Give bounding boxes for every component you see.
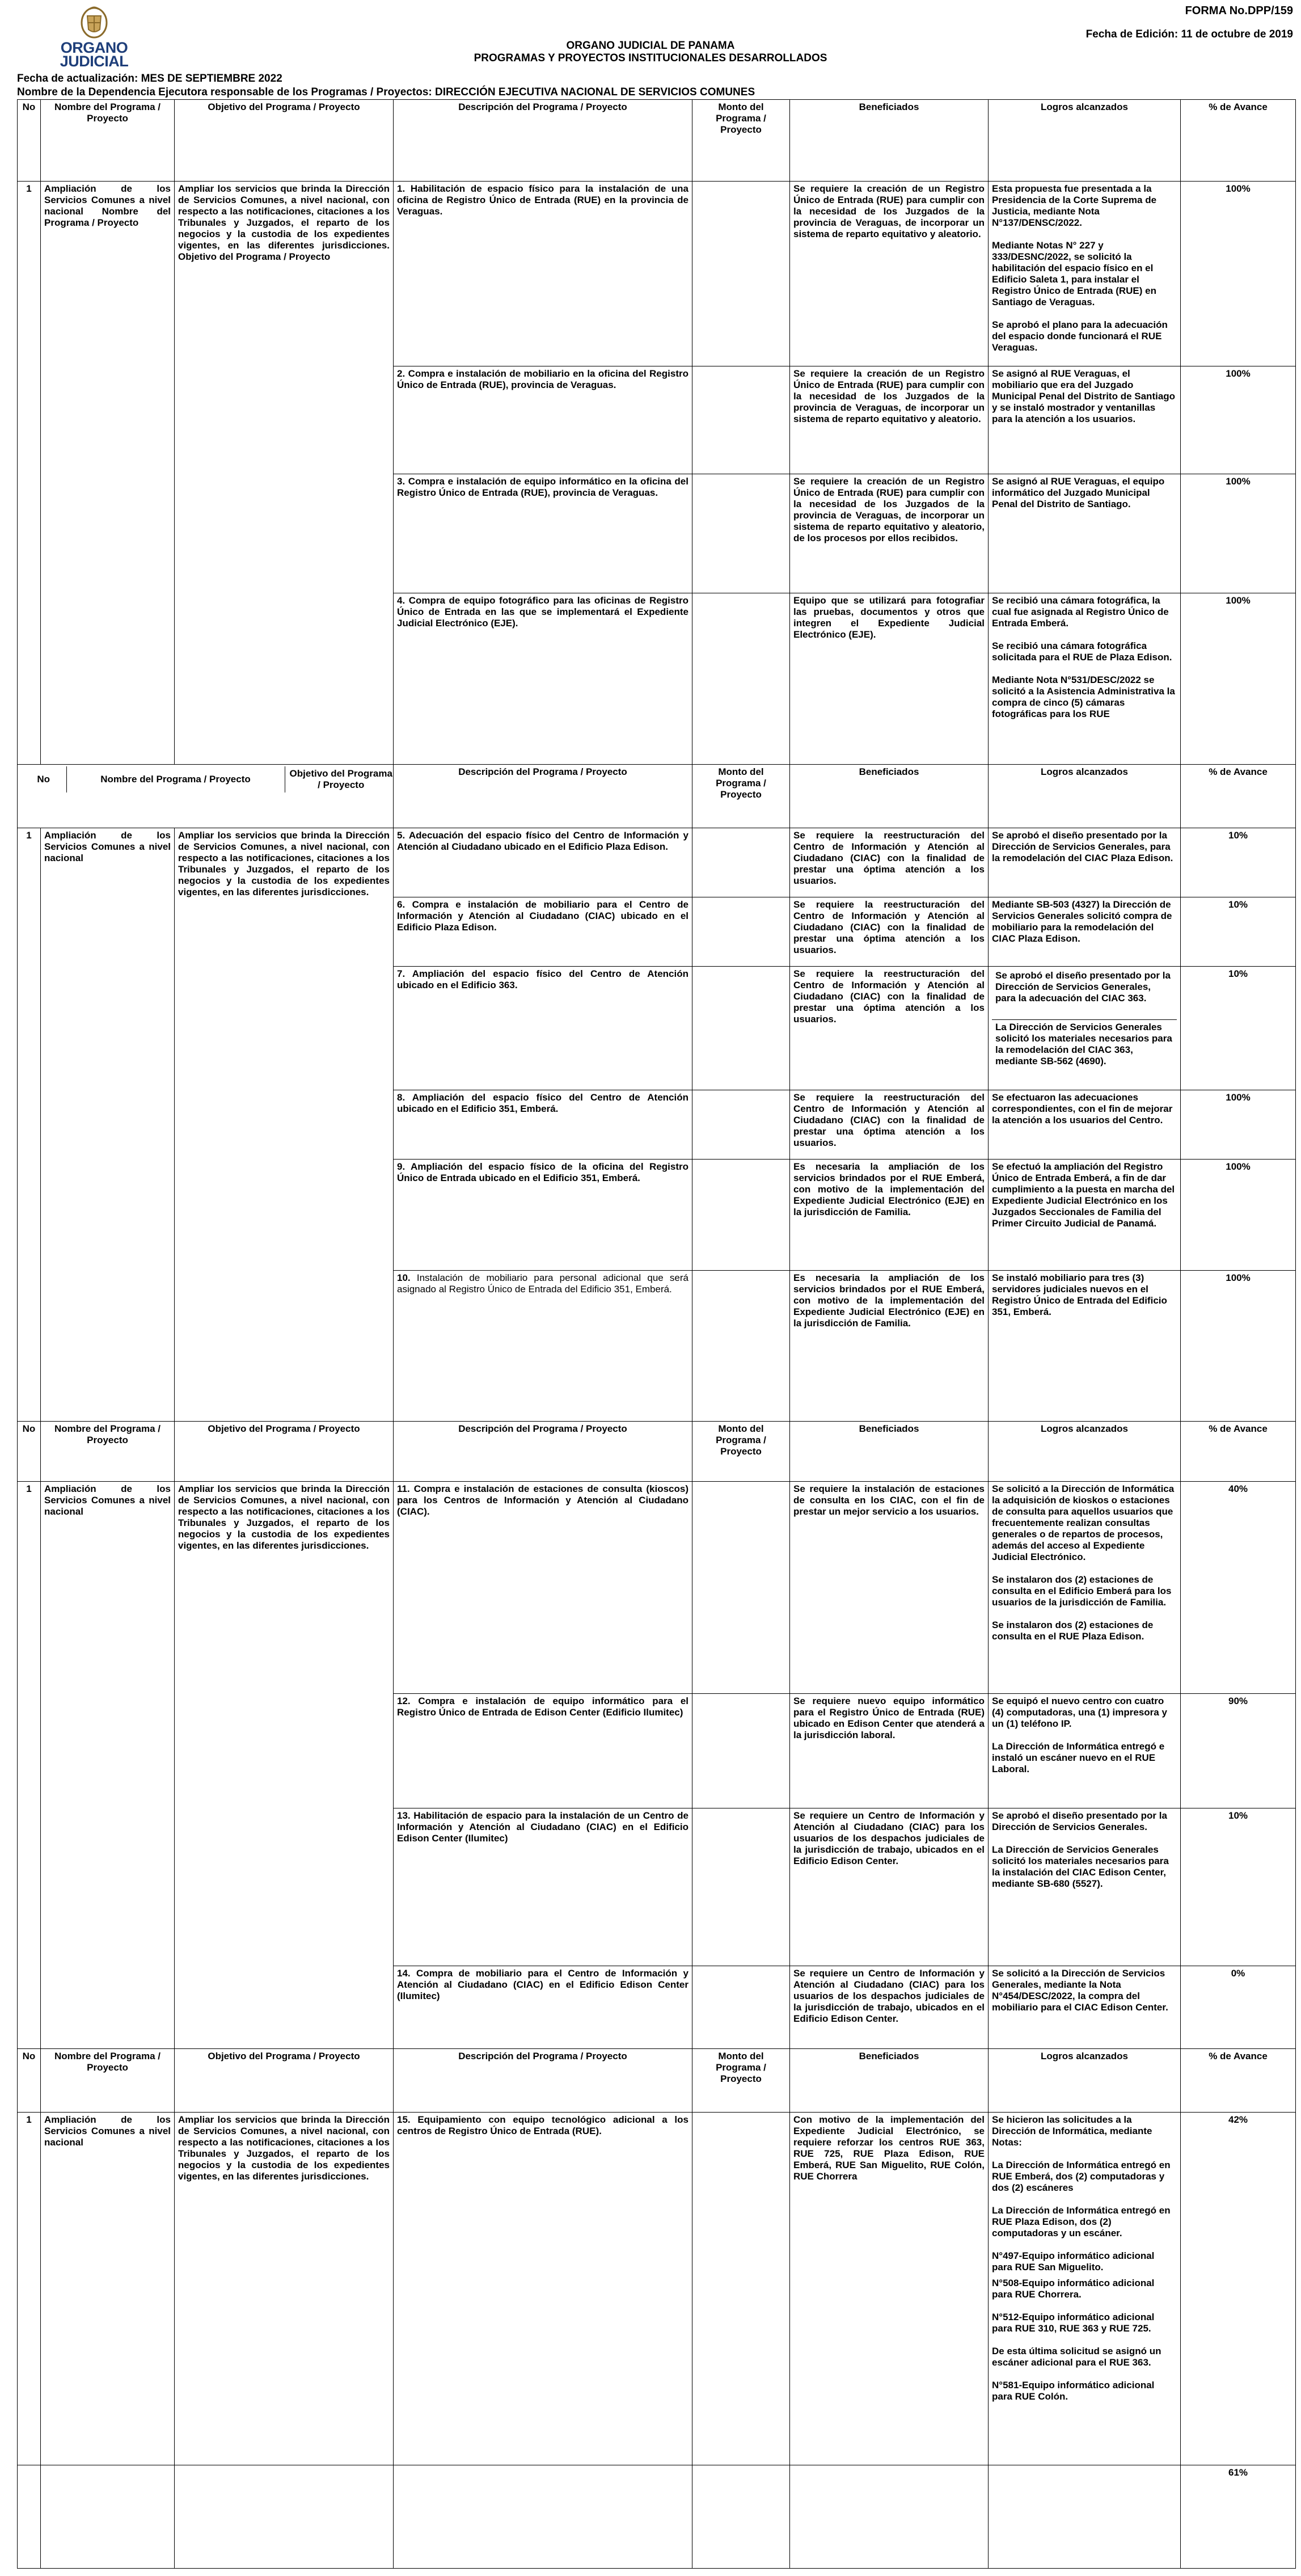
progress-percent: 100% (1181, 182, 1296, 366)
document-title: ORGANO JUDICIAL DE PANAMA (566, 40, 735, 52)
col-header-achievements: Logros alcanzados (989, 2049, 1181, 2113)
col-header-objective: Objetivo del Programa / Proyecto (175, 100, 394, 182)
col-header-beneficiaries: Beneficiados (790, 100, 989, 182)
table-header-row (18, 2049, 1296, 2113)
achievement-text: Se equipó el nuevo centro con cuatro (4) computadoras, una (1) impresora y un (1) teléfono IP. (992, 1696, 1167, 1729)
achievement-text: Se efectuó la ampliación del Registro Único de Entrada Emberá, a fin de dar cumplimiento a la puesta en marcha del Expediente Judicial Electrónico en los Juzgados Seccionales de Familia del Primer Circuito Judicial de Panamá. (992, 1161, 1175, 1229)
achievement-text: Se aprobó el plano para la adecuación del espacio donde funcionará el RUE Veraguas. (992, 319, 1168, 353)
progress-percent: 100% (1181, 366, 1296, 474)
row-no: 1 (18, 1482, 41, 2049)
achievements (989, 182, 1181, 366)
achievements (989, 1090, 1181, 1160)
program-amount (692, 1090, 790, 1160)
beneficiaries: Es necesaria la ampliación de los servicios brindados por el RUE Emberá, con motivo de la implementación del Expediente Judicial Electrónico (EJE) en la jurisdicción de Familia. (790, 1271, 989, 1422)
description-number: 10. (397, 1272, 411, 1283)
achievement-text: La Dirección de Servicios Generales solicitó los materiales necesarios para la instalación del CIAC Edison Center, mediante SB-680 (5527). (992, 1844, 1169, 1889)
col-header-no: No (37, 774, 50, 785)
col-header-amount: Monto del Programa / Proyecto (692, 100, 790, 182)
program-objective: Ampliar los servicios que brinda la Dirección de Servicios Comunes, a nivel nacional, con respecto a las notificaciones, citaciones a los Tribunales y Juzgados, el reparto de los negocios y la custodia de los expedientes vigentes, en las diferentes jurisdicciones. (175, 2113, 394, 2465)
col-header-description: Descripción del Programa / Proyecto (394, 100, 692, 182)
col-header-progress: % de Avance (1181, 1422, 1296, 1482)
program-amount (692, 1271, 790, 1422)
program-description: 15. Equipamiento con equipo tecnológico adicional a los centros de Registro Único de Entrada (RUE). (394, 2113, 692, 2465)
program-name: Ampliación de los Servicios Comunes a nivel nacional Nombre del Programa / Proyecto (41, 182, 175, 765)
table-header-row (18, 100, 1296, 182)
achievement-text: Se efectuaron las adecuaciones correspondientes, con el fin de mejorar la atención a los usuarios del Centro. (992, 1092, 1173, 1125)
header-left-subtable (21, 766, 394, 792)
achievements (989, 1966, 1181, 2049)
program-name: Ampliación de los Servicios Comunes a nivel nacional (41, 2113, 175, 2465)
programs-table (17, 99, 1296, 2569)
program-description: 6. Compra e instalación de mobiliario para el Centro de Información y Atención al Ciudadano (CIAC) ubicado en el Edificio Plaza Edison. (394, 897, 692, 967)
achievements (989, 1482, 1181, 1694)
progress-percent: 0% (1181, 1966, 1296, 2049)
achievement-text: Se aprobó el diseño presentado por la Dirección de Servicios Generales, para la adecuación del CIAC 363. (995, 970, 1171, 1004)
beneficiaries: Se requiere la creación de un Registro Único de Entrada (RUE) para cumplir con la necesidad de los Juzgados de la provincia de Veraguas, de incorporar un sistema de reparto equitativo y aleatorio, de los procesos por ellos recibidos. (790, 474, 989, 593)
program-amount (692, 828, 790, 897)
col-header-name: Nombre del Programa / Proyecto (41, 2049, 175, 2113)
edition-date: Fecha de Edición: 11 de octubre de 2019 (1085, 28, 1293, 40)
achievements (989, 1694, 1181, 1808)
table-header-row (18, 765, 1296, 828)
col-header-progress: % de Avance (1181, 100, 1296, 182)
col-header-description: Descripción del Programa / Proyecto (394, 2049, 692, 2113)
beneficiaries: Se requiere la creación de un Registro Único de Entrada (RUE) para cumplir con la necesidad de los Juzgados de la provincia de Veraguas, de incorporar un sistema de reparto equitativo y aleatorio. (790, 182, 989, 366)
program-amount (692, 1482, 790, 1694)
achievement-text: N°497-Equipo informático adicional para RUE San Miguelito. (992, 2250, 1155, 2273)
achievement-text: Se solicitó a la Dirección de Informática la adquisición de kioskos o estaciones de consulta para aquellos usuarios que frecuentemente realizan consultas generales o de repartos de procesos, además del acceso al Expediente Judicial Electrónico. (992, 1483, 1175, 1562)
beneficiaries: Se requiere un Centro de Información y Atención al Ciudadano (CIAC) para los usuarios de los despachos judiciales de la jurisdicción de trabajo, ubicados en el Edificio Edison Center. (790, 1808, 989, 1966)
program-objective: Ampliar los servicios que brinda la Dirección de Servicios Comunes, a nivel nacional, con respecto a las notificaciones, citaciones a los Tribunales y Juzgados, el reparto de los negocios y la custodia de los expedientes vigentes, en las diferentes jurisdicciones. (175, 828, 394, 1422)
logo-text: ORGANO JUDICIAL (60, 39, 129, 70)
header-left-group (18, 765, 394, 828)
program-description: 8. Ampliación del espacio físico del Centro de Atención ubicado en el Edificio 351, Emberá. (394, 1090, 692, 1160)
col-header-objective: Objetivo del Programa / Proyecto (175, 2049, 394, 2113)
achievements (989, 1808, 1181, 1966)
program-name: Ampliación de los Servicios Comunes a nivel nacional (41, 828, 175, 1422)
program-amount (692, 1694, 790, 1808)
col-header-objective: Objetivo del Programa / Proyecto (285, 766, 394, 792)
progress-percent: 100% (1181, 1090, 1296, 1160)
achievements (989, 897, 1181, 967)
col-header-achievements: Logros alcanzados (989, 100, 1181, 182)
total-progress: 61% (1181, 2465, 1296, 2569)
beneficiaries: Equipo que se utilizará para fotografiar las pruebas, documentos y otros que integren el Expediente Judicial Electrónico (EJE). (790, 593, 989, 765)
empty-cell (790, 2465, 989, 2569)
progress-percent: 10% (1181, 1808, 1296, 1966)
progress-percent: 100% (1181, 1271, 1296, 1422)
achievement-text: Esta propuesta fue presentada a la Presidencia de la Corte Suprema de Justicia, mediante Nota N°137/DENSC/2022. (992, 183, 1157, 228)
progress-percent: 40% (1181, 1482, 1296, 1694)
beneficiaries: Se requiere un Centro de Información y Atención al Ciudadano (CIAC) para los usuarios de los despachos judiciales de la jurisdicción de trabajo, ubicados en el Edificio Edison Center. (790, 1966, 989, 2049)
progress-percent: 100% (1181, 593, 1296, 765)
progress-percent: 10% (1181, 897, 1296, 967)
program-description: 3. Compra e instalación de equipo informático en la oficina del Registro Único de Entrada (RUE), provincia de Veraguas. (394, 474, 692, 593)
beneficiaries: Se requiere la reestructuración del Centro de Información y Atención al Ciudadano (CIAC) con la finalidad de prestar una óptima atención a los usuarios. (790, 828, 989, 897)
progress-percent: 10% (1181, 967, 1296, 1090)
col-header-description: Descripción del Programa / Proyecto (394, 1422, 692, 1482)
col-header-no: No (18, 100, 41, 182)
col-header-amount: Monto del Programa / Proyecto (692, 1422, 790, 1482)
coat-of-arms-icon (77, 5, 111, 40)
achievements (989, 967, 1181, 1090)
col-header-achievements: Logros alcanzados (989, 1422, 1181, 1482)
achievement-text: La Dirección de Informática entregó e instaló un escáner nuevo en el RUE Laboral. (992, 1741, 1165, 1774)
program-description: 13. Habilitación de espacio para la instalación de un Centro de Información y Atención al Ciudadano (CIAC) en el Edificio Edison Center (Ilumitec) (394, 1808, 692, 1966)
achievements (989, 366, 1181, 474)
achievement-text: N°512-Equipo informático adicional para RUE 310, RUE 363 y RUE 725. (992, 2312, 1155, 2334)
col-header-objective: Objetivo del Programa / Proyecto (175, 1422, 394, 1482)
table-header-row (18, 1422, 1296, 1482)
col-header-name: Nombre del Programa / Proyecto (41, 100, 175, 182)
program-description: 9. Ampliación del espacio físico de la oficina del Registro Único de Entrada ubicado en el Edificio 351, Emberá. (394, 1160, 692, 1271)
beneficiaries: Se requiere la reestructuración del Centro de Información y Atención al Ciudadano (CIAC) con la finalidad de prestar una óptima atención a los usuarios. (790, 967, 989, 1090)
achievement-text: La Dirección de Informática entregó en RUE Plaza Edison, dos (2) computadoras y un escáner. (992, 2205, 1171, 2238)
col-header-progress: % de Avance (1181, 2049, 1296, 2113)
program-objective: Ampliar los servicios que brinda la Dirección de Servicios Comunes, a nivel nacional, con respecto a las notificaciones, citaciones a los Tribunales y Juzgados, el reparto de los negocios y la custodia de los expedientes vigentes, en las diferentes jurisdicciones. Objetivo del Programa / Proyecto (175, 182, 394, 765)
program-amount (692, 967, 790, 1090)
achievement-text: Se aprobó el diseño presentado por la Dirección de Servicios Generales. (992, 1810, 1167, 1832)
achievement-text: Se instalaron dos (2) estaciones de consulta en el RUE Plaza Edison. (992, 1620, 1154, 1642)
achievements (989, 1160, 1181, 1271)
table-row (18, 182, 1296, 366)
empty-cell (989, 2465, 1181, 2569)
achievement-text: Mediante Nota N°531/DESC/2022 se solicitó a la Asistencia Administrativa la compra de cinco (5) cámaras fotográficas para los RUE (992, 674, 1175, 719)
progress-percent: 100% (1181, 474, 1296, 593)
program-description: 1. Habilitación de espacio físico para la instalación de una oficina de Registro Único de Entrada (RUE) en la provincia de Veraguas. (394, 182, 692, 366)
col-header-achievements: Logros alcanzados (989, 765, 1181, 828)
update-date: Fecha de actualización: MES DE SEPTIEMBRE 2022 (17, 73, 282, 85)
program-description (394, 1271, 692, 1422)
achievement-text: N°581-Equipo informático adicional para RUE Colón. (992, 2380, 1155, 2402)
table-row (18, 2113, 1296, 2465)
program-amount (692, 1808, 790, 1966)
achievements (989, 2113, 1181, 2465)
achievements (989, 1271, 1181, 1422)
col-header-beneficiaries: Beneficiados (790, 765, 989, 828)
col-header-amount: Monto del Programa / Proyecto (692, 765, 790, 828)
beneficiaries: Es necesaria la ampliación de los servicios brindados por el RUE Emberá, con motivo de la implementación del Expediente Judicial Electrónico (EJE) en la jurisdicción de Familia. (790, 1160, 989, 1271)
achievements (989, 474, 1181, 593)
achievement-text: La Dirección de Servicios Generales solicitó los materiales necesarios para la remodelación del CIAC 363, mediante SB-562 (4690). (992, 1019, 1177, 1069)
program-amount (692, 897, 790, 967)
beneficiaries: Se requiere la creación de un Registro Único de Entrada (RUE) para cumplir con la necesidad de los Juzgados de la provincia de Veraguas, de incorporar un sistema de reparto equitativo y aleatorio. (790, 366, 989, 474)
empty-cell (175, 2465, 394, 2569)
achievements (989, 593, 1181, 765)
program-description: 4. Compra de equipo fotográfico para las oficinas de Registro Único de Entrada en las que se implementará el Expediente Judicial Electrónico (EJE). (394, 593, 692, 765)
achievement-text: Se asignó al RUE Veraguas, el equipo informático del Juzgado Municipal Penal del Distrito de Santiago. (992, 476, 1165, 509)
program-description: 2. Compra e instalación de mobiliario en la oficina del Registro Único de Entrada (RUE), provincia de Veraguas. (394, 366, 692, 474)
col-header-no: No (18, 2049, 41, 2113)
program-amount (692, 1160, 790, 1271)
table-row (18, 1482, 1296, 1694)
program-description: 12. Compra e instalación de equipo informático para el Registro Único de Entrada de Edison Center (Edificio Ilumitec) (394, 1694, 692, 1808)
achievement-text: Mediante Notas N° 227 y 333/DESNC/2022, se solicitó la habilitación del espacio físico en el Edificio Saleta 1, para instalar el Registro Único de Entrada (RUE) en Santiago de Veraguas. (992, 240, 1156, 307)
empty-cell (18, 2465, 41, 2569)
row-no: 1 (18, 828, 41, 1422)
beneficiaries: Se requiere la reestructuración del Centro de Información y Atención al Ciudadano (CIAC) con la finalidad de prestar una óptima atención a los usuarios. (790, 1090, 989, 1160)
table-row (18, 828, 1296, 897)
program-name: Ampliación de los Servicios Comunes a nivel nacional (41, 1482, 175, 2049)
dependency-name: Nombre de la Dependencia Ejecutora responsable de los Programas / Proyectos: DIRECCIÓN EJECUTIVA NACIONAL DE SERVICIOS COMUNES (17, 86, 755, 98)
achievements (989, 828, 1181, 897)
progress-percent: 90% (1181, 1694, 1296, 1808)
program-amount (692, 182, 790, 366)
col-header-description: Descripción del Programa / Proyecto (394, 765, 692, 828)
col-header-amount: Monto del Programa / Proyecto (692, 2049, 790, 2113)
form-number: FORMA No.DPP/159 (1185, 5, 1293, 17)
achievement-text: N°508-Equipo informático adicional para RUE Chorrera. (992, 2278, 1155, 2300)
col-header-no: No (18, 1422, 41, 1482)
achievement-text: Se solicitó a la Dirección de Servicios Generales, mediante la Nota N°454/DESC/2022, la compra del mobiliario para el CIAC Edison Center. (992, 1968, 1168, 2013)
achievement-text: Mediante SB-503 (4327) la Dirección de Servicios Generales solicitó compra de mobiliario para la remodelación del CIAC Plaza Edison. (992, 899, 1172, 944)
col-header-progress: % de Avance (1181, 765, 1296, 828)
description-text: Instalación de mobiliario para personal adicional que será asignado al Registro Único de Entrada del Edificio 351, Emberá. (397, 1272, 689, 1295)
progress-percent: 42% (1181, 2113, 1296, 2465)
row-no: 1 (18, 2113, 41, 2465)
beneficiaries: Se requiere la instalación de estaciones de consulta en los CIAC, con el fin de prestar un mejor servicio a los usuarios. (790, 1482, 989, 1694)
program-description: 5. Adecuación del espacio físico del Centro de Información y Atención al Ciudadano ubicado en el Edificio Plaza Edison. (394, 828, 692, 897)
program-amount (692, 474, 790, 593)
col-header-beneficiaries: Beneficiados (790, 1422, 989, 1482)
achievement-text: Se asignó al RUE Veraguas, el mobiliario que era del Juzgado Municipal Penal del Distrito de Santiago y se instaló mostrador y ventanillas para la atención a los usuarios. (992, 368, 1176, 424)
empty-cell (41, 2465, 175, 2569)
program-amount (692, 2113, 790, 2465)
program-description: 14. Compra de mobiliario para el Centro de Información y Atención al Ciudadano (CIAC) en el Edificio Edison Center (Ilumitec) (394, 1966, 692, 2049)
progress-percent: 100% (1181, 1160, 1296, 1271)
col-header-beneficiaries: Beneficiados (790, 2049, 989, 2113)
row-no: 1 (18, 182, 41, 765)
achievement-text: Se recibió una cámara fotográfica, la cual fue asignada al Registro Único de Entrada Emberá. (992, 595, 1169, 629)
program-amount (692, 366, 790, 474)
document-subtitle: PROGRAMAS Y PROYECTOS INSTITUCIONALES DESARROLLADOS (474, 52, 827, 64)
achievement-text: Se aprobó el diseño presentado por la Dirección de Servicios Generales, para la remodelación del CIAC Plaza Edison. (992, 830, 1173, 863)
program-objective: Ampliar los servicios que brinda la Dirección de Servicios Comunes, a nivel nacional, con respecto a las notificaciones, citaciones a los Tribunales y Juzgados, el reparto de los negocios y la custodia de los expedientes vigentes, en las diferentes jurisdicciones. (175, 1482, 394, 2049)
achievement-text: Se hicieron las solicitudes a la Dirección de Informática, mediante Notas: (992, 2114, 1152, 2148)
total-row (18, 2465, 1296, 2569)
achievement-text: Se instalaron dos (2) estaciones de consulta en el Edificio Emberá para los usuarios de la jurisdicción de Familia. (992, 1574, 1172, 1608)
col-header-name: Nombre del Programa / Proyecto (66, 766, 285, 792)
beneficiaries: Se requiere nuevo equipo informático para el Registro Único de Entrada (RUE) ubicado en Edison Center que atenderá a la jurisdicción laboral. (790, 1694, 989, 1808)
empty-cell (692, 2465, 790, 2569)
program-amount (692, 593, 790, 765)
col-header-name: Nombre del Programa / Proyecto (41, 1422, 175, 1482)
achievement-text: Se recibió una cámara fotográfica solicitada para el RUE de Plaza Edison. (992, 640, 1172, 663)
beneficiaries: Se requiere la reestructuración del Centro de Información y Atención al Ciudadano (CIAC) con la finalidad de prestar una óptima atención a los usuarios. (790, 897, 989, 967)
achievement-text: Se instaló mobiliario para tres (3) servidores judiciales nuevos en el Registro Único de Entrada del Edificio 351, Emberá. (992, 1272, 1167, 1317)
progress-percent: 10% (1181, 828, 1296, 897)
beneficiaries: Con motivo de la implementación del Expediente Judicial Electrónico, se requiere reforzar los centros RUE 363, RUE 725, RUE Plaza Edison, RUE Emberá, RUE San Miguelito, RUE Colón, RUE Chorrera (790, 2113, 989, 2465)
achievement-text: De esta última solicitud se asignó un escáner adicional para el RUE 363. (992, 2346, 1161, 2368)
empty-cell (394, 2465, 692, 2569)
program-amount (692, 1966, 790, 2049)
achievement-text: La Dirección de Informática entregó en RUE Emberá, dos (2) computadoras y dos (2) escáneres (992, 2160, 1171, 2193)
program-description: 11. Compra e instalación de estaciones de consulta (kioscos) para los Centros de Información y Atención al Ciudadano (CIAC). (394, 1482, 692, 1694)
program-description: 7. Ampliación del espacio físico del Centro de Atención ubicado en el Edificio 363. (394, 967, 692, 1090)
